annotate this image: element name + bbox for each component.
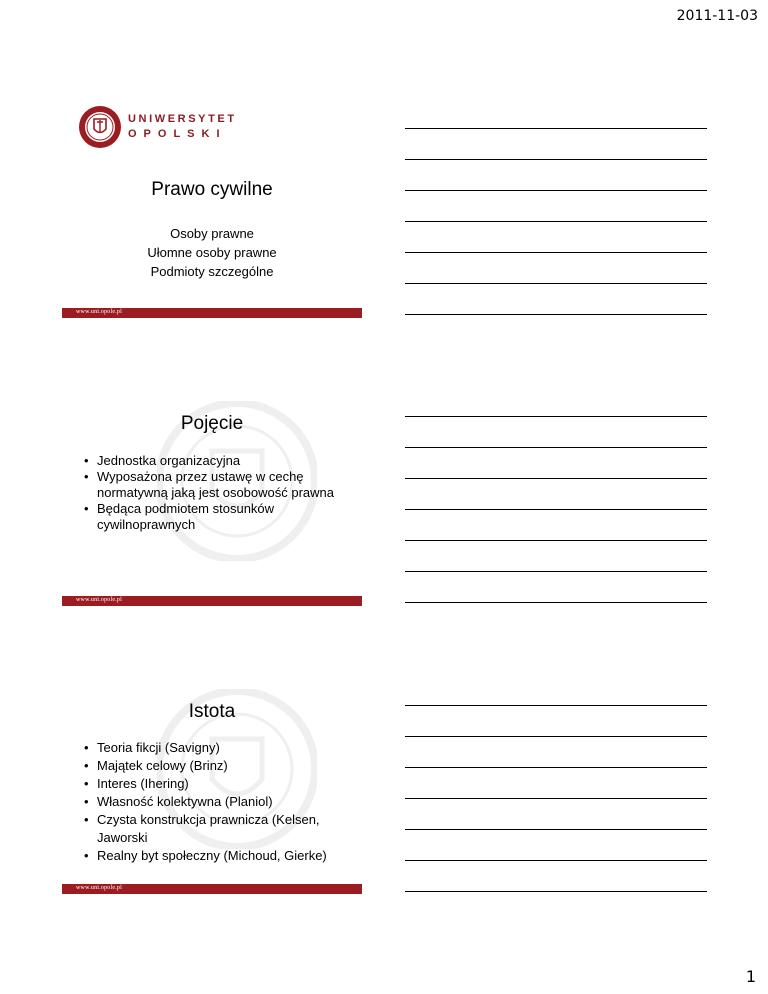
note-line: [405, 829, 707, 830]
note-line: [405, 447, 707, 448]
footer-url: www.uni.opole.pl: [76, 885, 122, 891]
bullet-list: [84, 453, 354, 533]
bullet-item: • Wyposażona przez ustawę w cechę normatywną jaką jest osobowość prawna: [84, 469, 354, 501]
subtitle-item: Podmioty szczególne: [150, 264, 274, 279]
slide-title: Pojęcie: [180, 413, 244, 434]
note-line: [405, 509, 707, 510]
notes-area: [405, 705, 707, 922]
footer-url: www.uni.opole.pl: [76, 597, 122, 603]
slide-title-slide: [62, 93, 362, 318]
slide-footer-bar: [62, 596, 362, 606]
note-line: [405, 314, 707, 315]
note-line: [405, 891, 707, 892]
note-line: [405, 252, 707, 253]
note-line: [405, 798, 707, 799]
note-line: [405, 602, 707, 603]
footer-url: www.uni.opole.pl: [76, 309, 122, 315]
bullet-item: • Majątek celowy (Brinz): [84, 757, 354, 775]
bullet-item: • Czysta konstrukcja prawnicza (Kelsen, Jaworski: [84, 811, 354, 847]
note-line: [405, 767, 707, 768]
subtitle-item: Osoby prawne: [170, 226, 254, 241]
bullet-item: • Własność kolektywna (Planiol): [84, 793, 354, 811]
slide-footer-bar: [62, 884, 362, 894]
bullet-item: • Teoria fikcji (Savigny): [84, 739, 354, 757]
subtitle-list: [62, 224, 362, 281]
page-date: 2011-11-03: [676, 8, 758, 24]
logo-text-line2: OPOLSKI: [128, 128, 227, 140]
note-line: [405, 736, 707, 737]
slide-title: Prawo cywilne: [151, 179, 273, 200]
bullet-item: • Interes (Ihering): [84, 775, 354, 793]
note-line: [405, 221, 707, 222]
bullet-item: • Będąca podmiotem stosunków cywilnoprawnych: [84, 501, 354, 533]
logo-text-line1: UNIWERSYTET: [128, 113, 237, 125]
notes-area: [405, 128, 707, 345]
note-line: [405, 478, 707, 479]
slide-istota: [62, 669, 362, 894]
note-line: [405, 540, 707, 541]
note-line: [405, 571, 707, 572]
note-line: [405, 705, 707, 706]
slide-footer-bar: [62, 308, 362, 318]
note-line: [405, 860, 707, 861]
note-line: [405, 190, 707, 191]
bullet-item: • Realny byt społeczny (Michoud, Gierke): [84, 847, 354, 865]
university-seal-icon: [78, 105, 122, 149]
note-line: [405, 128, 707, 129]
notes-area: [405, 416, 707, 633]
bullet-item: • Jednostka organizacyjna: [84, 453, 354, 469]
university-logo: [78, 105, 237, 149]
subtitle-item: Ułomne osoby prawne: [147, 245, 277, 260]
note-line: [405, 416, 707, 417]
note-line: [405, 159, 707, 160]
bullet-list: [84, 739, 354, 865]
slide-pojecie: [62, 381, 362, 606]
slide-title: Istota: [188, 701, 236, 722]
page-number: 1: [745, 967, 756, 986]
note-line: [405, 283, 707, 284]
